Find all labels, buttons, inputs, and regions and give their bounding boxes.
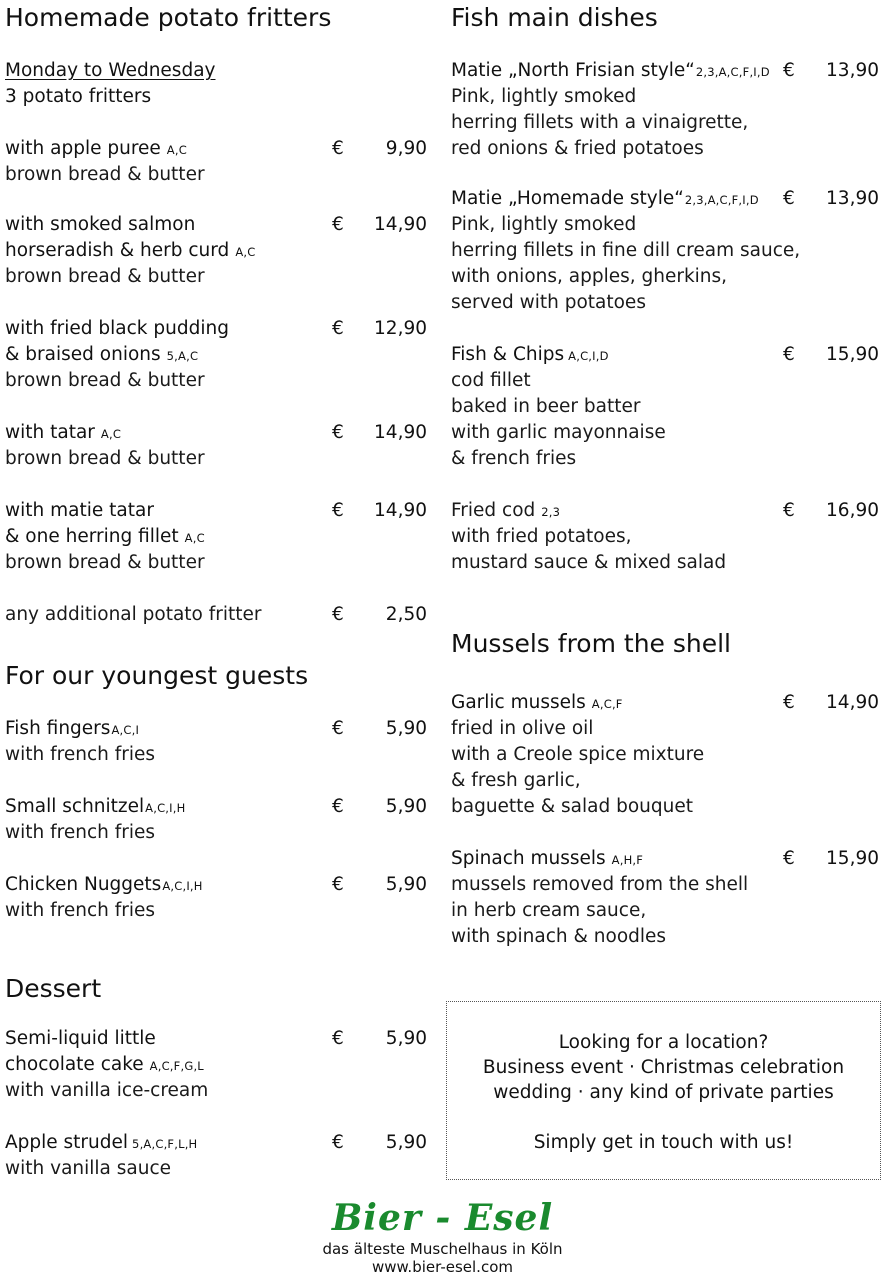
item-description: with garlic mayonnaise: [451, 422, 666, 443]
currency-symbol: €: [332, 318, 344, 339]
currency-symbol: €: [783, 344, 795, 365]
item-name: Spinach mussels: [451, 848, 606, 869]
currency-symbol: €: [332, 874, 344, 895]
item-description: herring fillets in fine dill cream sauce,: [451, 240, 801, 261]
currency-symbol: €: [332, 604, 344, 625]
currency-symbol: €: [783, 848, 795, 869]
item-description: with spinach & noodles: [451, 926, 667, 947]
menu-item: [5, 1130, 427, 1182]
allergen-codes: A,C: [100, 427, 122, 441]
fritters-intro: [5, 58, 427, 110]
item-name: any additional potato fritter: [5, 604, 262, 625]
private-events-box: [446, 1001, 881, 1180]
item-description: with french fries: [5, 822, 156, 843]
item-name: with tatar: [5, 422, 95, 443]
currency-symbol: €: [332, 422, 344, 443]
item-name: Matie „North Frisian style“: [451, 60, 695, 81]
item-name: Fish & Chips: [451, 344, 565, 365]
allergen-codes: A,C: [235, 245, 256, 259]
item-price: 13,90: [826, 60, 879, 81]
item-name: with apple puree: [5, 138, 161, 159]
allergen-codes: A,H,F: [611, 853, 644, 867]
item-description: fried in olive oil: [451, 718, 594, 739]
item-name: with matie tatar: [5, 500, 154, 521]
currency-symbol: €: [783, 500, 795, 521]
currency-symbol: €: [332, 718, 344, 739]
item-name: & one herring fillet: [5, 526, 179, 547]
fritters-subtitle: 3 potato fritters: [5, 86, 152, 107]
currency-symbol: €: [332, 1132, 344, 1153]
allergen-codes: 2,3,A,C,F,I,D: [684, 193, 759, 207]
item-description: red onions & fried potatoes: [451, 138, 704, 159]
currency-symbol: €: [783, 692, 795, 713]
item-price: 12,90: [374, 318, 427, 339]
currency-symbol: €: [783, 60, 795, 81]
menu-item: [5, 212, 427, 290]
item-description: brown bread & butter: [5, 370, 205, 391]
menu-item: [5, 498, 427, 576]
item-price: 14,90: [374, 500, 427, 521]
currency-symbol: €: [332, 138, 344, 159]
allergen-codes: A,C,I: [111, 723, 140, 737]
item-name: with fried black pudding: [5, 318, 229, 339]
item-price: 9,90: [385, 138, 427, 159]
item-description: brown bread & butter: [5, 448, 205, 469]
item-price: 5,90: [385, 1028, 427, 1049]
menu-item: [5, 716, 427, 768]
item-name: Chicken Nuggets: [5, 874, 162, 895]
allergen-codes: 2,3,A,C,F,I,D: [695, 65, 770, 79]
currency-symbol: €: [332, 796, 344, 817]
item-name: Fried cod: [451, 500, 536, 521]
item-description: with a Creole spice mixture: [451, 744, 705, 765]
item-price: 5,90: [385, 874, 427, 895]
item-name: Semi-liquid little: [5, 1028, 156, 1049]
item-name: Garlic mussels: [451, 692, 586, 713]
tagline: das älteste Muschelhaus in Köln: [322, 1240, 563, 1258]
item-description: served with potatoes: [451, 292, 646, 313]
allergen-codes: 5,A,C,F,L,H: [132, 1137, 198, 1151]
footer: [0, 1196, 885, 1276]
allergen-codes: A,C,I,H: [162, 879, 203, 893]
item-description: in herb cream sauce,: [451, 900, 647, 921]
item-description: Pink, lightly smoked: [451, 214, 637, 235]
section-title-fritters: Homemade potato fritters: [5, 3, 332, 32]
item-description: with french fries: [5, 744, 156, 765]
allergen-codes: A,C,I,D: [568, 349, 609, 363]
currency-symbol: €: [332, 214, 344, 235]
allergen-codes: A,C,F,G,L: [149, 1059, 204, 1073]
currency-symbol: €: [332, 500, 344, 521]
days-label: Monday to Wednesday: [5, 60, 216, 81]
item-description: with fried potatoes,: [451, 526, 632, 547]
item-description: baked in beer batter: [451, 396, 641, 417]
menu-item: [451, 498, 879, 576]
item-description: brown bread & butter: [5, 266, 205, 287]
item-description: with vanilla ice-cream: [5, 1080, 209, 1101]
item-price: 14,90: [826, 692, 879, 713]
menu-item: [451, 58, 879, 162]
item-price: 14,90: [374, 422, 427, 443]
item-description: cod fillet: [451, 370, 531, 391]
currency-symbol: €: [783, 188, 795, 209]
item-name: & braised onions: [5, 344, 161, 365]
allergen-codes: A,C: [184, 531, 205, 545]
location-line-2: wedding · any kind of private parties: [493, 1082, 834, 1103]
menu-item: [5, 872, 427, 924]
item-price: 14,90: [374, 214, 427, 235]
location-cta: Simply get in touch with us!: [533, 1132, 794, 1153]
item-name: with smoked salmon: [5, 214, 196, 235]
item-price: 5,90: [385, 1132, 427, 1153]
menu-item: [451, 342, 879, 472]
section-title-dessert: Dessert: [5, 974, 102, 1003]
section-title-fish: Fish main dishes: [451, 3, 658, 32]
location-heading: Looking for a location?: [558, 1032, 769, 1053]
allergen-codes: 2,3: [541, 505, 561, 519]
allergen-codes: A,C,F: [591, 697, 623, 711]
menu-item: [451, 186, 879, 316]
item-price: 16,90: [826, 500, 879, 521]
item-name: Apple strudel: [5, 1132, 129, 1153]
item-price: 2,50: [385, 604, 427, 625]
item-description: brown bread & butter: [5, 552, 205, 573]
item-price: 13,90: [826, 188, 879, 209]
section-title-mussels: Mussels from the shell: [451, 629, 732, 658]
menu-item: [5, 1026, 427, 1104]
item-price: 15,90: [826, 344, 879, 365]
item-name: horseradish & herb curd: [5, 240, 230, 261]
menu-item: [5, 794, 427, 846]
item-description: baguette & salad bouquet: [451, 796, 693, 817]
item-description: Pink, lightly smoked: [451, 86, 637, 107]
item-description: & french fries: [451, 448, 577, 469]
item-description: with onions, apples, gherkins,: [451, 266, 728, 287]
location-line-1: Business event · Christmas celebration: [482, 1057, 845, 1078]
allergen-codes: 5,A,C: [166, 349, 199, 363]
menu-item: [5, 316, 427, 394]
item-description: with vanilla sauce: [5, 1158, 172, 1179]
website-link[interactable]: www.bier-esel.com: [372, 1258, 513, 1276]
item-description: with french fries: [5, 900, 156, 921]
item-price: 15,90: [826, 848, 879, 869]
section-title-kids: For our youngest guests: [5, 661, 309, 690]
menu-item: [451, 846, 879, 950]
item-description: brown bread & butter: [5, 164, 205, 185]
item-description: & fresh garlic,: [451, 770, 581, 791]
item-description: mussels removed from the shell: [451, 874, 749, 895]
allergen-codes: A,C,I,H: [145, 801, 186, 815]
item-name: chocolate cake: [5, 1054, 144, 1075]
item-description: mustard sauce & mixed salad: [451, 552, 727, 573]
item-name: Small schnitzel: [5, 796, 145, 817]
item-description: herring fillets with a vinaigrette,: [451, 112, 749, 133]
item-price: 5,90: [385, 718, 427, 739]
currency-symbol: €: [332, 1028, 344, 1049]
menu-item: [5, 136, 427, 188]
item-name: Matie „Homemade style“: [451, 188, 684, 209]
menu-item: [5, 420, 427, 472]
menu-item: [451, 690, 879, 820]
brand-logo: Bier - Esel: [331, 1197, 554, 1239]
allergen-codes: A,C: [166, 143, 187, 157]
menu-item-extra: [5, 602, 427, 628]
item-price: 5,90: [385, 796, 427, 817]
item-name: Fish fingers: [5, 718, 111, 739]
